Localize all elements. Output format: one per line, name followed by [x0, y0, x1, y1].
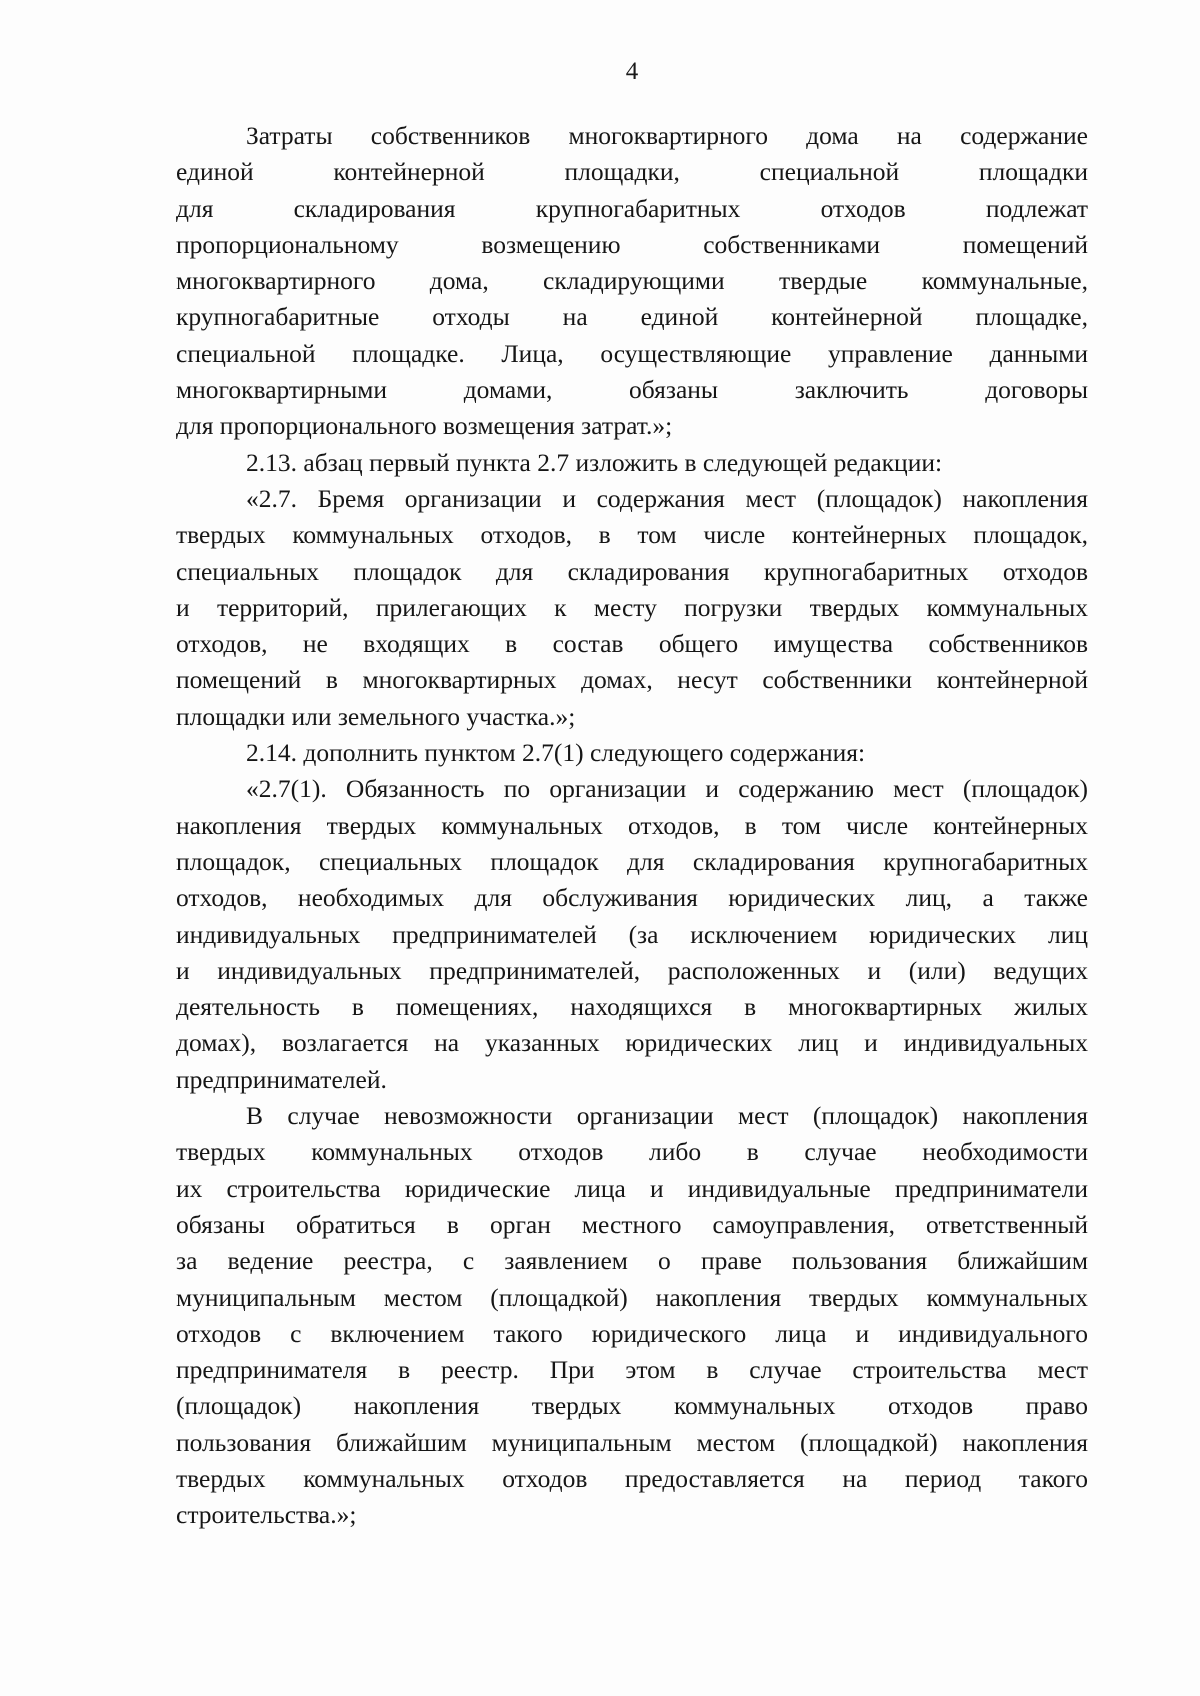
text-line: многоквартирного дома, складирующими твердые коммунальные, [176, 266, 1088, 296]
page-number: 4 [625, 58, 639, 85]
paragraph-owners-costs [176, 118, 1088, 445]
text-line: и индивидуальных предпринимателей, расположенных и (или) ведущих [176, 955, 1088, 985]
document-body [176, 118, 1088, 1534]
text-line: специальной площадке. Лица, осуществляющие управление данными [176, 338, 1088, 368]
text-line: площадок, специальных площадок для складирования крупногабаритных [176, 846, 1088, 876]
text-line: отходов, необходимых для обслуживания юридических лиц, а также [176, 883, 1088, 913]
paragraph-clause-2-7 [176, 481, 1088, 735]
text-line: площадки или земельного участка.»; [176, 701, 576, 731]
text-line: предпринимателей. [176, 1064, 387, 1094]
text-line: отходов, не входящих в состав общего имущества собственников [176, 629, 1088, 659]
paragraph-impossibility-case [176, 1098, 1088, 1534]
paragraph-clause-2-7-1 [176, 771, 1088, 1098]
text-line: пользования ближайшим муниципальным местом (площадкой) накопления [176, 1427, 1088, 1457]
text-line: (площадок) накопления твердых коммунальных отходов право [176, 1391, 1088, 1421]
text-line: Затраты собственников многоквартирного дома на содержание [246, 121, 1088, 150]
text-line: крупногабаритные отходы на единой контейнерной площадке, [176, 302, 1088, 332]
text-line: домах), возлагается на указанных юридических лиц и индивидуальных [176, 1028, 1088, 1058]
text-line: твердых коммунальных отходов предоставляется на период такого [176, 1463, 1088, 1493]
text-line: за ведение реестра, с заявлением о праве пользования ближайшим [176, 1246, 1088, 1276]
text-line: твердых коммунальных отходов, в том числе контейнерных площадок, [176, 520, 1088, 550]
text-line: обязаны обратиться в орган местного самоуправления, ответственный [176, 1209, 1088, 1239]
text-line: и территорий, прилегающих к месту погрузки твердых коммунальных [176, 592, 1088, 622]
text-line: единой контейнерной площадки, специальной площадки [176, 157, 1088, 187]
text-line: предпринимателя в реестр. При этом в случае строительства мест [176, 1355, 1088, 1385]
text-line: для пропорционального возмещения затрат.»; [176, 411, 673, 441]
text-line: пропорциональному возмещению собственниками помещений [176, 229, 1088, 259]
text-line: многоквартирными домами, обязаны заключить договоры [176, 375, 1088, 405]
text-line: муниципальным местом (площадкой) накопления твердых коммунальных [176, 1282, 1088, 1312]
text-line: «2.7(1). Обязанность по организации и содержанию мест (площадок) [246, 774, 1088, 804]
paragraph-item-2-13 [176, 445, 1088, 481]
text-line: индивидуальных предпринимателей (за исключением юридических лиц [176, 919, 1088, 949]
text-line: их строительства юридические лица и индивидуальные предприниматели [176, 1173, 1088, 1203]
text-line: для складирования крупногабаритных отходов подлежат [176, 193, 1088, 223]
text-line: 2.14. дополнить пунктом 2.7(1) следующего содержания: [246, 738, 866, 768]
text-line: строительства.»; [176, 1500, 357, 1530]
text-line: отходов с включением такого юридического лица и индивидуального [176, 1318, 1088, 1348]
text-line: специальных площадок для складирования крупногабаритных отходов [176, 556, 1088, 586]
text-line: В случае невозможности организации мест (площадок) накопления [246, 1101, 1088, 1131]
text-line: 2.13. абзац первый пункта 2.7 изложить в следующей редакции: [246, 447, 943, 477]
text-line: помещений в многоквартирных домах, несут собственники контейнерной [176, 665, 1088, 695]
text-line: деятельность в помещениях, находящихся в многоквартирных жилых [176, 992, 1088, 1022]
text-line: накопления твердых коммунальных отходов, в том числе контейнерных [176, 810, 1088, 840]
text-line: твердых коммунальных отходов либо в случае необходимости [176, 1137, 1088, 1167]
paragraph-item-2-14 [176, 735, 1088, 771]
text-line: «2.7. Бремя организации и содержания мест (площадок) накопления [246, 483, 1088, 513]
